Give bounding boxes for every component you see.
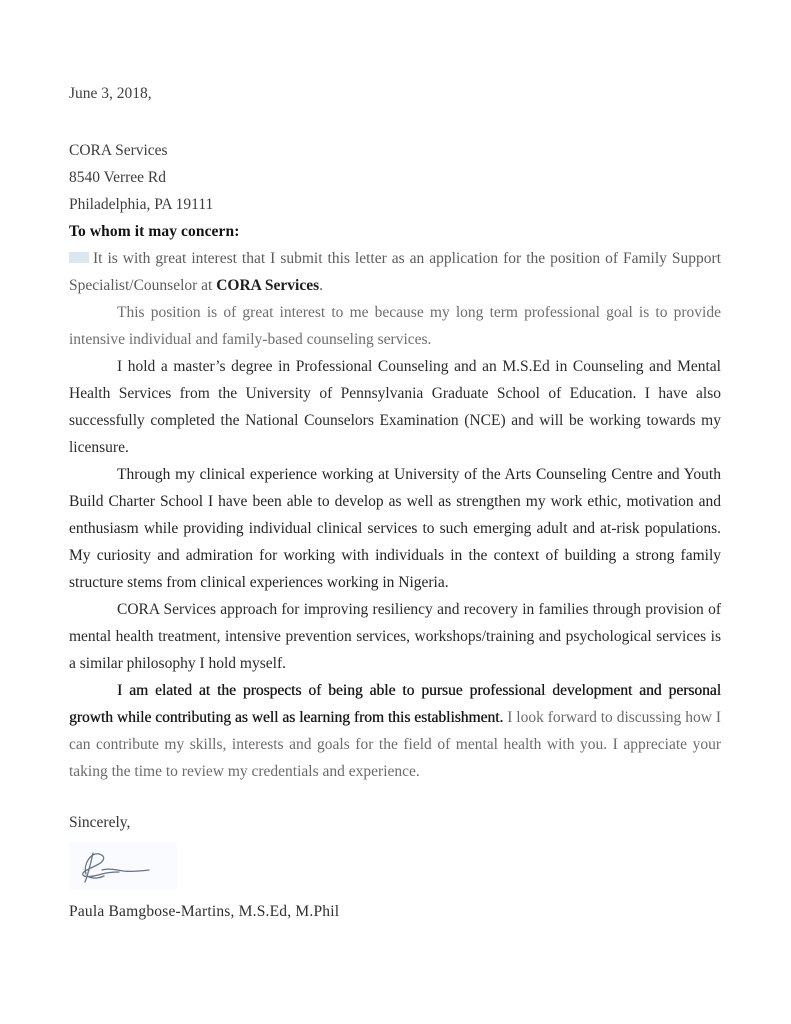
- paragraph-clinical-experience: Through my clinical experience working at University of the Arts Counseling Centre and Youth Build Charter School I have been able to develop as well as strengthen my work ethic, motivation and enthusiasm while providing individual clinical services to such emerging adult and at-risk populations. My curiosity and admiration for working with individuals in the context of building a strong family structure stems from clinical experiences working in Nigeria.: [69, 466, 721, 591]
- recipient-address-block: [69, 137, 721, 218]
- signature-name: Paula Bamgbose-Martins, M.S.Ed, M.Phil: [69, 903, 340, 920]
- signature-area: [69, 842, 177, 890]
- highlight-mark: [69, 252, 89, 263]
- handwritten-signature-icon: [69, 844, 169, 888]
- paragraph-text: I look forward to discussing how I can contribute my skills, interests and goals for the field of mental health with you. I appreciate your taking the time to review my credentials and experience.: [69, 709, 721, 780]
- paragraph-philosophy: CORA Services approach for improving resiliency and recovery in families through provision of mental health treatment, intensive prevention services, workshops/training and psychological services is a similar philosophy I hold myself.: [69, 601, 721, 672]
- paragraph-text-emphasized: I am elated at the prospects of being able to pursue professional development and personal growth while contributing as well as learning from this establishment.: [69, 682, 721, 726]
- recipient-street: 8540 Verree Rd: [69, 169, 166, 186]
- salutation: To whom it may concern:: [69, 223, 240, 240]
- paragraph-application-intro: [69, 245, 721, 299]
- paragraph-professional-goal: This position is of great interest to me because my long term professional goal is to provide intensive individual and family-based counseling services.: [69, 304, 721, 348]
- letter-date: June 3, 2018,: [69, 85, 152, 102]
- closing-salutation: Sincerely,: [69, 814, 131, 831]
- recipient-city-state-zip: Philadelphia, PA 19111: [69, 196, 214, 213]
- recipient-name: CORA Services: [69, 142, 168, 159]
- paragraph-text: .: [319, 277, 323, 294]
- paragraph-education: I hold a master’s degree in Professional Counseling and an M.S.Ed in Counseling and Mental Health Services from the University of Pennsylvania Graduate School of Education. I have also successfully completed the National Counselors Examination (NCE) and will be working towards my licensure.: [69, 358, 721, 456]
- paragraph-closing-interest: [69, 677, 721, 785]
- org-name-bold: CORA Services: [216, 277, 320, 294]
- paragraph-text: It is with great interest that I submit this letter as an application for the position of Family Support Specialist/Counselor at: [69, 250, 721, 294]
